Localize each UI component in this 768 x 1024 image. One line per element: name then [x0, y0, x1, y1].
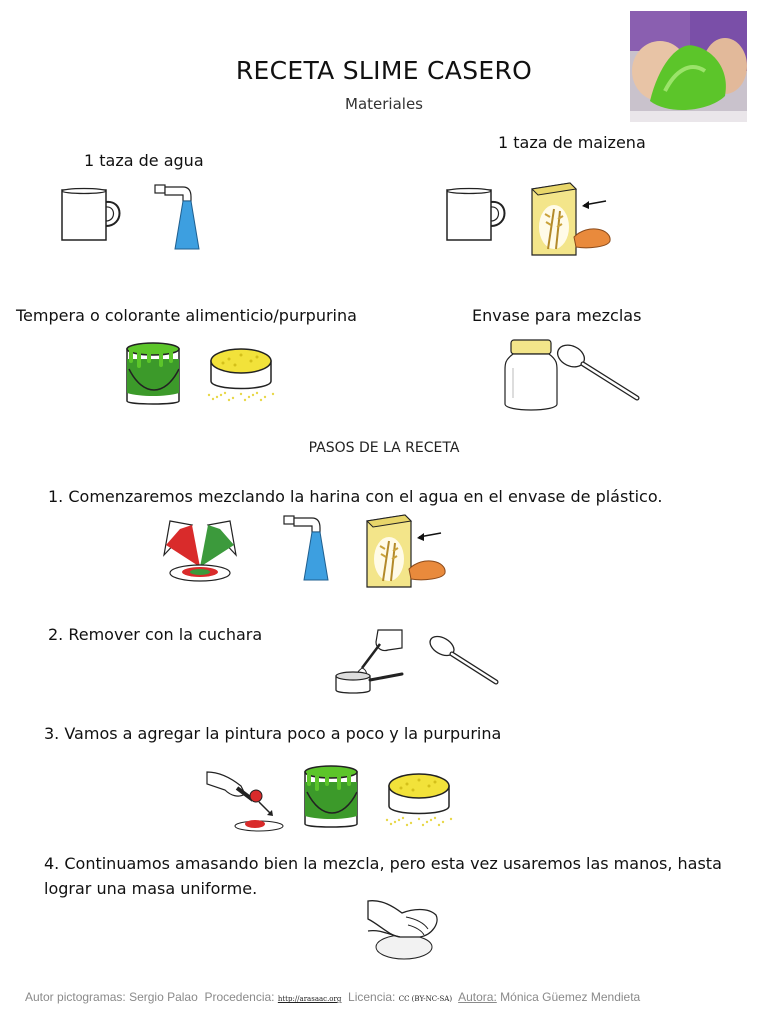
mug-icon: [445, 188, 511, 244]
license-value: CC (BY-NC-SA): [398, 995, 453, 1003]
faucet-icon: [282, 514, 332, 582]
faucet-icon: [153, 183, 203, 251]
step-4-text: 4. Continuamos amasando bien la mezcla, pero esta vez usaremos las manos, hasta lograr una masa uniforme.: [44, 854, 722, 898]
paint-can-icon: [125, 339, 183, 407]
glitter-bowl-icon: [205, 341, 277, 403]
mug-icon: [60, 188, 126, 244]
spoon-icon: [555, 342, 643, 402]
source-label: Procedencia:: [204, 990, 275, 1004]
license-label: Licencia:: [348, 990, 396, 1004]
credits-footer: [25, 990, 640, 1004]
source-link[interactable]: http://arasaac.org: [277, 995, 342, 1003]
page-title: RECETA SLIME CASERO: [235, 56, 533, 85]
step-2-text: 2. Remover con la cuchara: [48, 625, 263, 644]
material-water-label: 1 taza de agua: [84, 151, 204, 170]
author-name: Sergio Palao: [129, 990, 198, 1004]
cornstarch-box-icon: [528, 181, 614, 259]
material-cornstarch-label: 1 taza de maizena: [498, 133, 646, 152]
material-paint-label: Tempera o colorante alimenticio/purpurina: [16, 306, 357, 325]
materials-subtitle: Materiales: [345, 95, 423, 113]
steps-title: PASOS DE LA RECETA: [308, 440, 460, 456]
material-container-label: Envase para mezclas: [472, 306, 642, 325]
step-3-text: 3. Vamos a agregar la pintura poco a poco y la purpurina: [44, 724, 502, 743]
glitter-bowl-icon: [383, 766, 455, 828]
authorship-label: Autora:: [458, 990, 497, 1004]
authorship-name: Mónica Güemez Mendieta: [500, 990, 641, 1004]
pouring-liquids-icon: [160, 515, 240, 583]
cornstarch-box-icon: [363, 513, 449, 591]
spoon-icon: [428, 634, 500, 686]
paint-can-icon: [303, 762, 361, 830]
kneading-hands-icon: [366, 891, 440, 963]
dropper-hand-icon: [205, 768, 287, 834]
jar-icon: [503, 338, 559, 414]
step-1-text: 1. Comenzaremos mezclando la harina con el agua en el envase de plástico.: [48, 487, 663, 506]
author-label: Autor pictogramas:: [25, 990, 126, 1004]
whisk-pot-icon: [332, 628, 404, 696]
